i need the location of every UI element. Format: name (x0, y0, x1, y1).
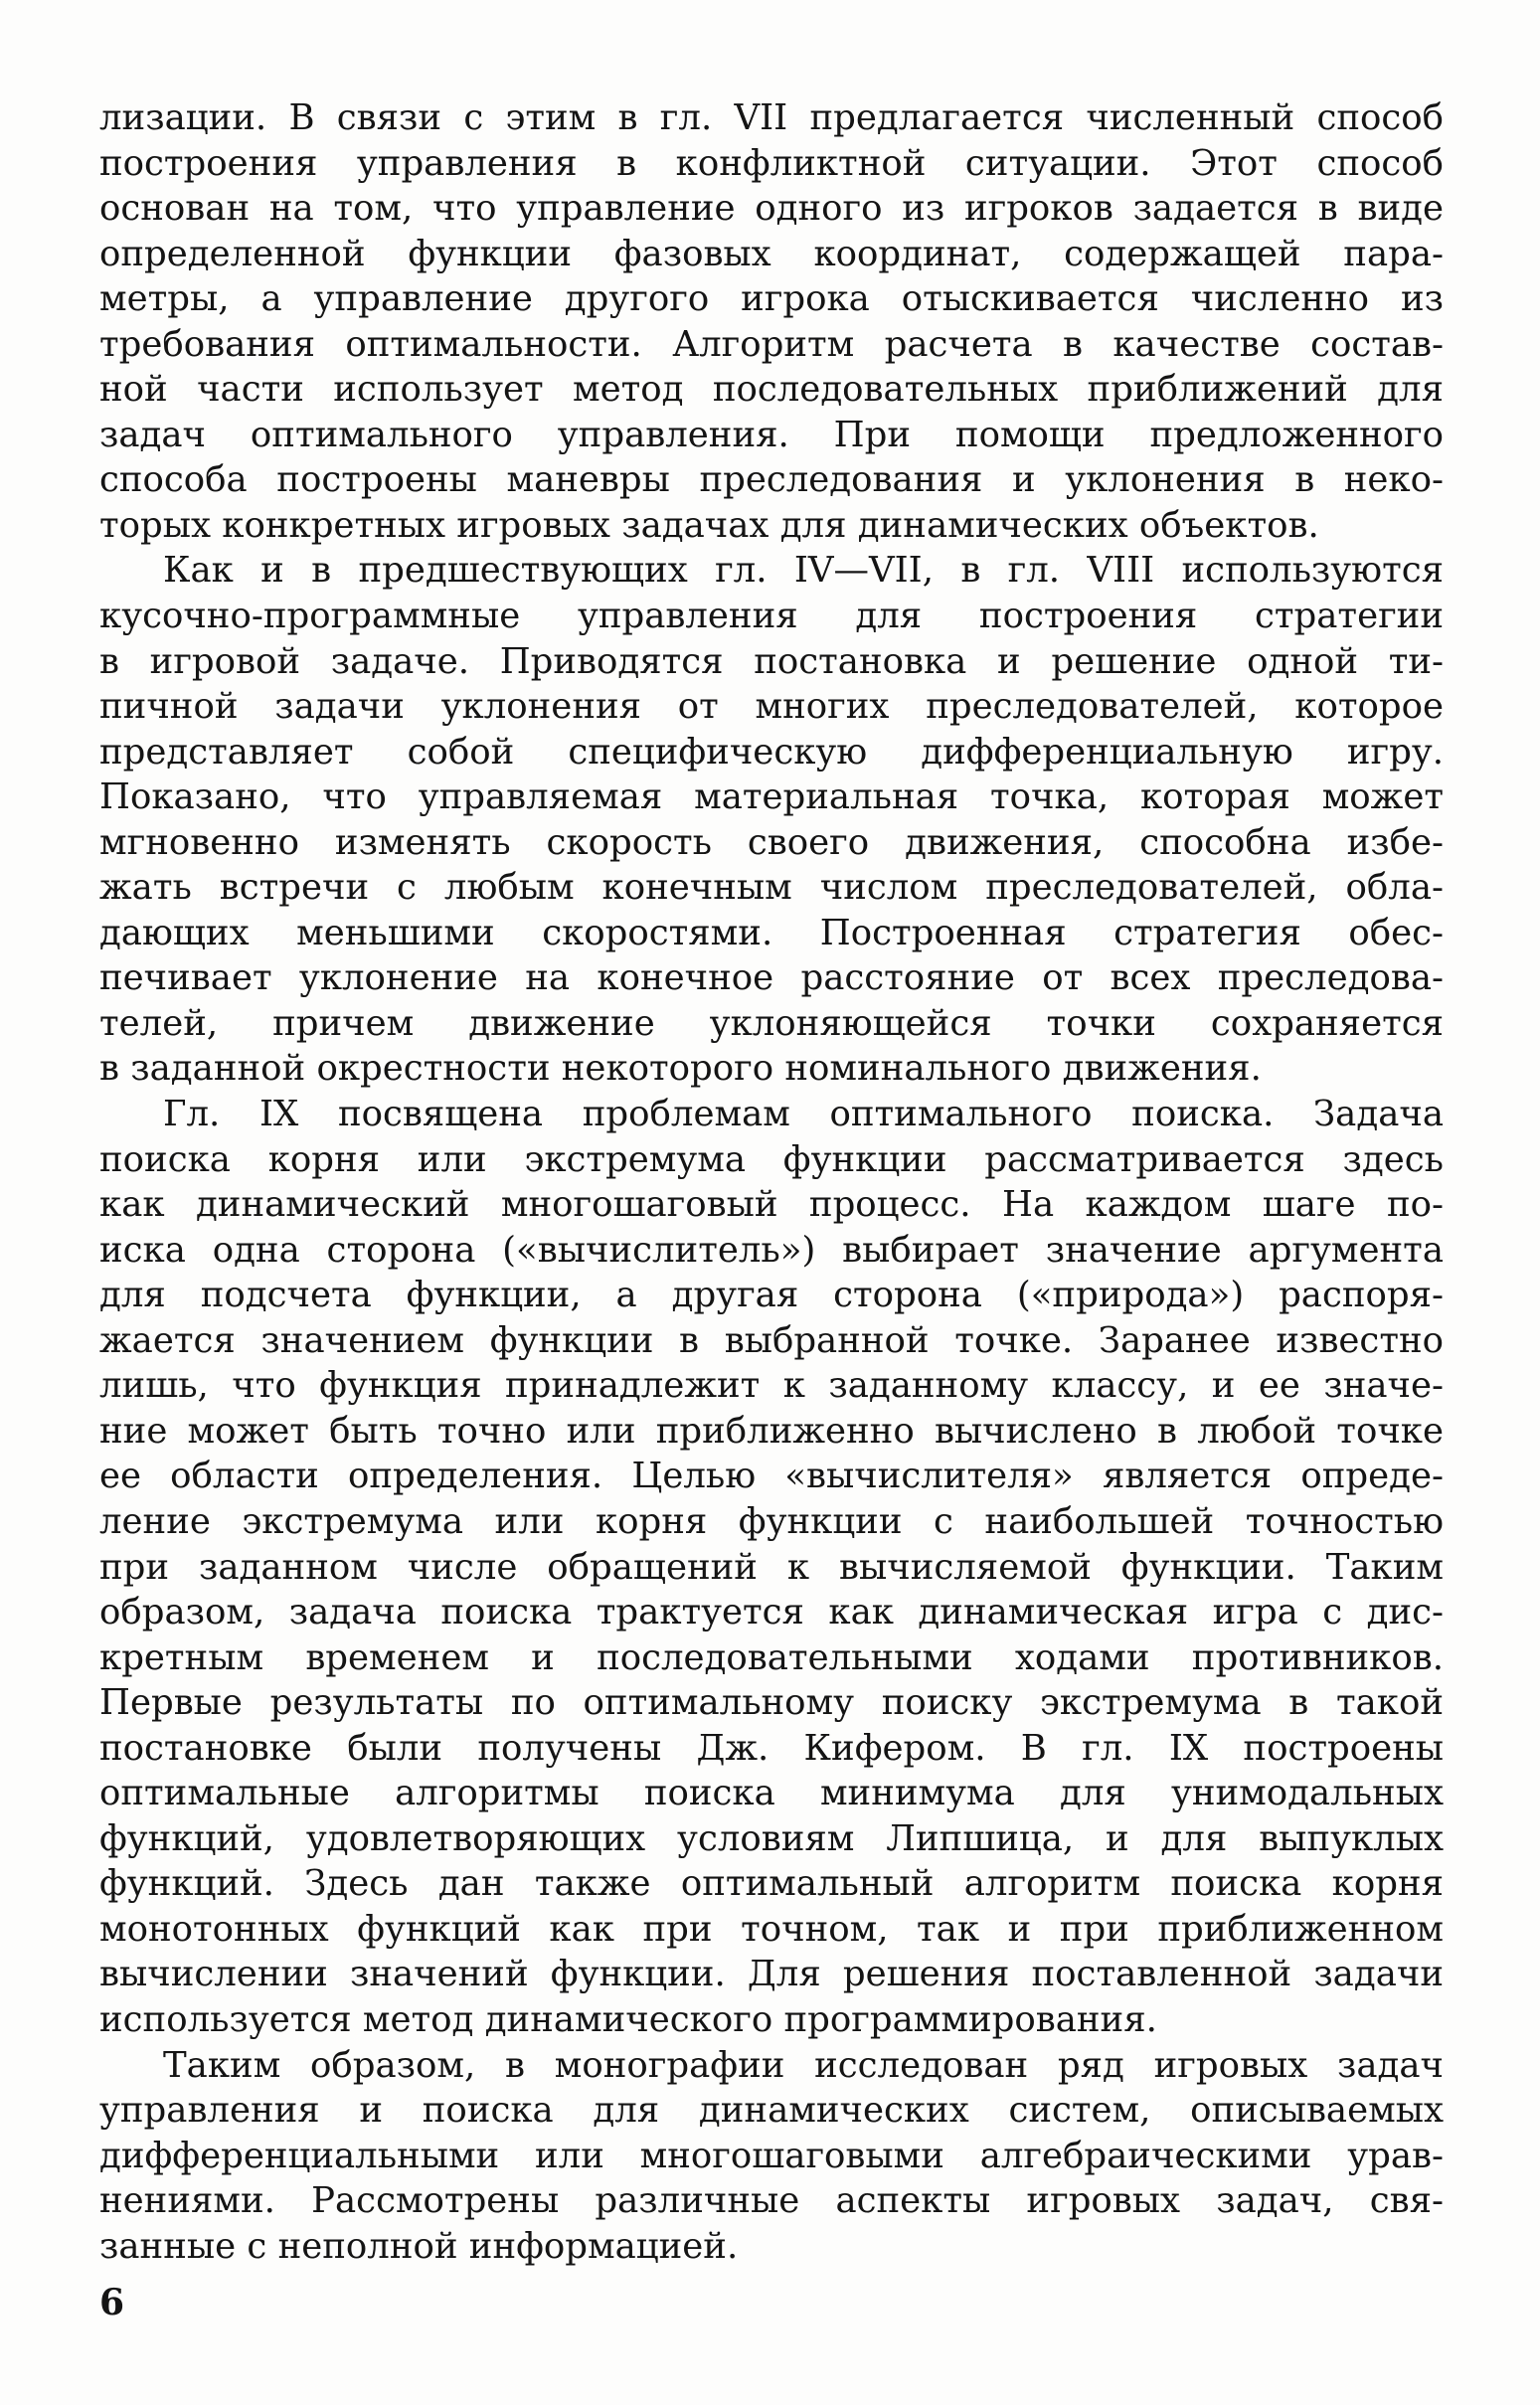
text-line: способа построены маневры преследования и уклонения в неко- (99, 459, 1444, 501)
text-line: требования оптимальности. Алгоритм расчета в качестве состав- (99, 323, 1444, 365)
text-line: метры, а управление другого игрока отыскивается численно из (99, 278, 1444, 320)
text-line: ление экстремума или корня функции с наибольшей точностью (99, 1500, 1444, 1542)
text-line: печивает уклонение на конечное расстояние от всех преследова- (99, 957, 1444, 999)
text-line: лизации. В связи с этим в гл. VII предлагается численный способ (99, 97, 1444, 138)
paragraph (99, 548, 1444, 1092)
text-line: торых конкретных игровых задачах для динамических объектов. (99, 504, 1319, 546)
text-line: монотонных функций как при точном, так и при приближенном (99, 1908, 1444, 1950)
text-line: представляет собой специфическую дифференциальную игру. (99, 731, 1444, 773)
text-line: жать встречи с любым конечным числом преследователей, обла- (99, 867, 1444, 909)
text-line: жается значением функции в выбранной точке. Заранее известно (99, 1319, 1444, 1361)
paragraph (99, 1092, 1444, 2042)
text-line: Показано, что управляемая материальная точка, которая может (99, 776, 1444, 818)
text-line: дифференциальными или многошаговыми алгебраическими урав- (99, 2135, 1444, 2176)
text-line: функций, удовлетворяющих условиям Липшица, и для выпуклых (99, 1817, 1444, 1859)
text-line: нениями. Рассмотрены различные аспекты игровых задач, свя- (99, 2180, 1444, 2222)
text-line: управления и поиска для динамических систем, описываемых (99, 2090, 1444, 2132)
text-line: построения управления в конфликтной ситуации. Этот способ (99, 142, 1444, 184)
text-line: в игровой задаче. Приводятся постановка и решение одной ти- (99, 640, 1444, 682)
paragraph (99, 2043, 1444, 2270)
page-number: 6 (99, 2282, 125, 2323)
text-line: Как и в предшествующих гл. IV—VII, в гл. VIII используются (163, 550, 1444, 592)
text-line: оптимальные алгоритмы поиска минимума для унимодальных (99, 1773, 1444, 1814)
text-line: мгновенно изменять скорость своего движения, способна избе- (99, 821, 1444, 863)
text-line: ной части использует метод последовательных приближений для (99, 369, 1444, 411)
text-line: используется метод динамического программирования. (99, 1998, 1157, 2040)
text-line: кретным временем и последовательными ходами противников. (99, 1636, 1444, 1678)
text-line: образом, задача поиска трактуется как динамическая игра с дис- (99, 1592, 1444, 1633)
text-line: ее области определения. Целью «вычислителя» является опреде- (99, 1456, 1444, 1497)
text-line: Первые результаты по оптимальному поиску экстремума в такой (99, 1682, 1444, 1724)
text-line: Гл. IX посвящена проблемам оптимального поиска. Задача (163, 1094, 1444, 1135)
body-text (99, 95, 1444, 2269)
text-line: в заданной окрестности некоторого номинального движения. (99, 1048, 1262, 1090)
text-line: Таким образом, в монографии исследован ряд игровых задач (163, 2044, 1444, 2086)
text-line: лишь, что функция принадлежит к заданному классу, и ее значе- (99, 1365, 1444, 1407)
text-line: занные с неполной информацией. (99, 2225, 739, 2267)
text-line: телей, причем движение уклоняющейся точки сохраняется (99, 1002, 1444, 1044)
text-line: вычислении значений функции. Для решения поставленной задачи (99, 1954, 1444, 1995)
text-line: задач оптимального управления. При помощи предложенного (99, 414, 1444, 455)
text-line: пичной задачи уклонения от многих преследователей, которое (99, 686, 1444, 728)
text-line: основан на том, что управление одного из игроков задается в виде (99, 188, 1444, 230)
text-line: иска одна сторона («вычислитель») выбирает значение аргумента (99, 1229, 1444, 1271)
text-line: дающих меньшими скоростями. Построенная стратегия обес- (99, 912, 1444, 953)
text-line: при заданном числе обращений к вычисляемой функции. Таким (99, 1546, 1444, 1588)
text-line: ние может быть точно или приближенно вычислено в любой точке (99, 1410, 1444, 1452)
text-line: поиска корня или экстремума функции рассматривается здесь (99, 1138, 1444, 1180)
text-line: кусочно-программные управления для построения стратегии (99, 596, 1444, 637)
paragraph (99, 95, 1444, 548)
text-line: для подсчета функции, а другая сторона («природа») распоря- (99, 1275, 1444, 1316)
text-line: функций. Здесь дан также оптимальный алгоритм поиска корня (99, 1863, 1444, 1905)
text-line: постановке были получены Дж. Кифером. В гл. IX построены (99, 1727, 1444, 1769)
text-line: как динамический многошаговый процесс. На каждом шаге по- (99, 1184, 1444, 1226)
text-line: определенной функции фазовых координат, содержащей пара- (99, 233, 1444, 274)
